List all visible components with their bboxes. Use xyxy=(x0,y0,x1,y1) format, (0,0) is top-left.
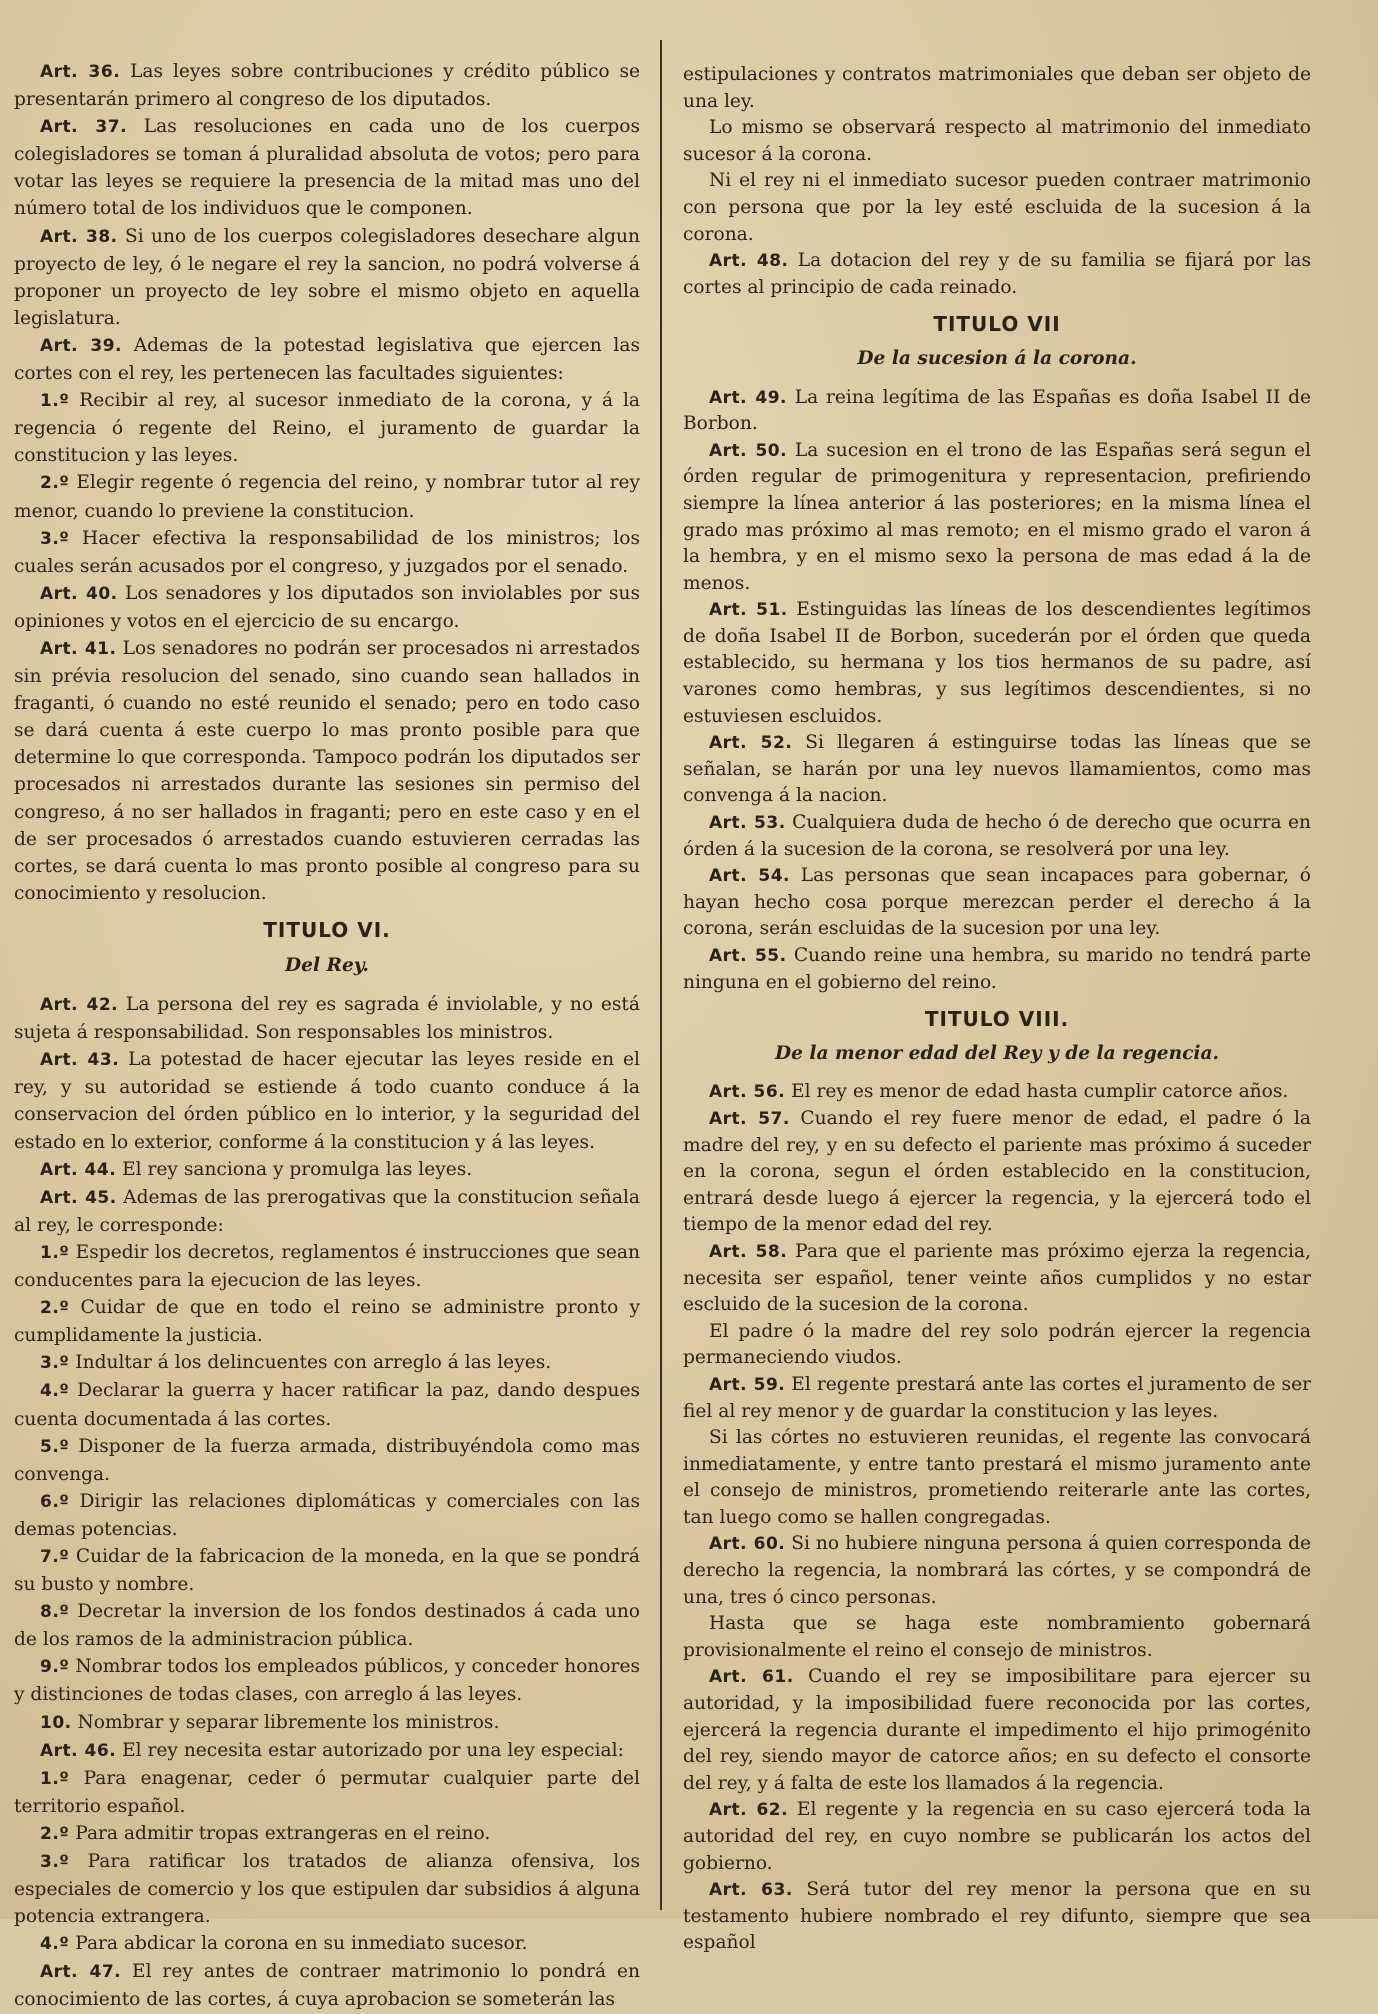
article-number: Art. 36. xyxy=(40,62,121,82)
article-number: Art. 43. xyxy=(40,1050,120,1071)
article-text: Si las córtes no estuvieren reunidas, el regente las convocará inmediatamente, y entre tanto prestará el mismo juramento ante el consejo de ministros, prometiendo reiterarle ante las cortes, tan luego como se hallen congregadas. xyxy=(683,1427,1311,1528)
article-paragraph xyxy=(683,1797,1311,1877)
article-number: Art. 41. xyxy=(40,638,117,659)
article-text: Para abdicar la corona en su inmediato sucesor. xyxy=(69,1933,528,1955)
article-paragraph xyxy=(14,1820,640,1848)
article-text: Cualquiera duda de hecho ó de derecho que ocurra en órden á la sucesion de la corona, se resolverá por una ley. xyxy=(683,812,1311,860)
article-text: Las personas que sean incapaces para gobernar, ó hayan hecho cosa porque merezcan perder el derecho á la corona, serán escluidas de la sucesion por una ley. xyxy=(683,865,1311,940)
article-paragraph xyxy=(14,1709,640,1737)
article-paragraph xyxy=(14,1294,640,1349)
article-number: 1.º xyxy=(40,391,70,412)
article-paragraph xyxy=(14,635,640,907)
article-number: 10. xyxy=(40,1712,72,1733)
article-text: Dirigir las relaciones diplomáticas y comerciales con las demas potencias. xyxy=(14,1490,640,1540)
article-paragraph xyxy=(683,1664,1311,1797)
article-paragraph xyxy=(683,1372,1311,1425)
article-paragraph xyxy=(683,597,1311,730)
article-number: Art. 61. xyxy=(709,1667,794,1688)
article-paragraph xyxy=(14,1046,640,1155)
article-text: El regente prestará ante las cortes el juramento de ser fiel al rey menor y de guardar la constitucion y las leyes. xyxy=(683,1373,1311,1422)
section-title: TITULO VI. xyxy=(263,917,391,942)
article-paragraph xyxy=(683,1611,1311,1664)
article-paragraph xyxy=(683,248,1311,301)
article-text: Si llegaren á estinguirse todas las líneas que se señalan, se harán por una ley nuevos llamamientos, como mas convenga á la nacion. xyxy=(683,732,1311,807)
article-paragraph xyxy=(683,1877,1311,1957)
article-text: Estinguidas las líneas de los descendientes legítimos de doña Isabel II de Borbon, sucederán por el órden que queda establecido, su hermana y los tios hermanos de su padre, así varones como hembras, y sus legítimos descendientes, si no estuviesen escluidos. xyxy=(683,599,1311,727)
article-paragraph xyxy=(14,1377,640,1432)
article-number: 3.º xyxy=(40,1353,70,1374)
article-number: 8.º xyxy=(40,1602,70,1623)
article-text: Para enagenar, ceder ó permutar cualquier parte del territorio español. xyxy=(14,1767,640,1817)
article-text: Para que el pariente mas próximo ejerza la regencia, necesita ser español, tener veinte años cumplidos y no estar escluido de la sucesion de la corona. xyxy=(683,1240,1311,1316)
article-number: Art. 46. xyxy=(40,1740,117,1761)
article-paragraph xyxy=(683,1425,1311,1531)
article-paragraph xyxy=(14,332,640,387)
article-paragraph xyxy=(14,469,640,524)
article-paragraph xyxy=(14,1958,640,2013)
article-text: El rey necesita estar autorizado por una ley especial: xyxy=(116,1739,624,1761)
article-number: 3.º xyxy=(40,528,70,549)
article-number: Art. 50. xyxy=(709,440,788,461)
article-number: 9.º xyxy=(40,1657,70,1678)
article-text: Ademas de las prerogativas que la constitucion señala al rey, le corresponde: xyxy=(14,1186,640,1236)
article-number: Art. 55. xyxy=(709,946,787,966)
article-number: 1.º xyxy=(40,1768,70,1789)
article-paragraph xyxy=(14,1349,640,1377)
article-text: Lo mismo se observará respecto al matrimonio del inmediato sucesor á la corona. xyxy=(683,117,1311,165)
article-paragraph xyxy=(683,438,1311,598)
article-text: El regente y la regencia en su caso ejercerá toda la autoridad del rey, en cuyo nombre se publicarán los actos del gobierno. xyxy=(683,1799,1311,1874)
article-text: Ni el rey ni el inmediato sucesor pueden contraer matrimonio con persona que por la ley esté escluida de la sucesion á la corona. xyxy=(683,170,1311,245)
article-text: El rey antes de contraer matrimonio lo pondrá en conocimiento de las cortes, á cuya aprobacion se someterán las xyxy=(14,1961,640,2011)
article-text: Cuidar de la fabricacion de la moneda, en la que se pondrá su busto y nombre. xyxy=(14,1545,640,1596)
article-number: Art. 38. xyxy=(40,226,118,247)
article-text: Para admitir tropas extrangeras en el reino. xyxy=(69,1822,491,1844)
left-column xyxy=(14,58,640,2014)
article-number: Art. 56. xyxy=(709,1082,786,1103)
article-number: 2.º xyxy=(40,1823,70,1844)
article-paragraph xyxy=(14,1488,640,1543)
article-paragraph xyxy=(14,387,640,469)
article-number: 2.º xyxy=(40,473,70,494)
article-number: Art. 40. xyxy=(40,583,118,604)
article-number: Art. 62. xyxy=(709,1800,789,1821)
article-paragraph xyxy=(14,991,640,1046)
article-number: Art. 57. xyxy=(709,1108,790,1129)
article-paragraph xyxy=(683,168,1311,248)
article-paragraph xyxy=(683,115,1311,168)
article-text: estipulaciones y contratos matrimoniales que deban ser objeto de una ley. xyxy=(683,64,1311,112)
article-number: Art. 63. xyxy=(709,1880,793,1901)
article-paragraph xyxy=(683,62,1311,115)
article-text: Recibir al rey, al sucesor inmediato de la corona, y á la regencia ó regente del Reino, el juramento de guardar la constitucion y las leyes. xyxy=(14,390,640,467)
article-text: Cuidar de que en todo el reino se administre pronto y cumplidamente la justicia. xyxy=(14,1297,640,1347)
article-number: 3.º xyxy=(40,1852,70,1872)
section-title: TITULO VIII. xyxy=(924,1007,1070,1032)
article-number: Art. 47. xyxy=(40,1962,122,1983)
article-text: Si no hubiere ninguna persona á quien corresponda de derecho la regencia, la nombrará las córtes, y se compondrá de una, tres ó cinco personas. xyxy=(683,1533,1311,1608)
article-paragraph xyxy=(683,1319,1311,1372)
section-subtitle: De la sucesion á la corona. xyxy=(857,347,1137,369)
article-number: 5.º xyxy=(40,1436,70,1457)
article-text: La potestad de hacer ejecutar las leyes reside en el rey, y su autoridad se estiende á todo cuanto conduce á la conservacion del órden público en lo interior, y la seguridad del estado en lo exterior, conforme á la constitucion y á las leyes. xyxy=(14,1049,640,1153)
column-divider xyxy=(660,40,662,1910)
article-paragraph xyxy=(14,1930,640,1958)
right-column xyxy=(683,62,1311,1957)
article-paragraph xyxy=(683,1239,1311,1319)
article-number: Art. 44. xyxy=(40,1159,117,1180)
article-paragraph xyxy=(14,113,640,222)
article-text: Los senadores y los diputados son inviolables por sus opiniones y votos en el ejercicio de su encargo. xyxy=(14,582,640,632)
article-text: Cuando el rey se imposibilitare para ejercer su autoridad, y la imposibilidad fuere reconocida por las cortes, ejercerá la regencia durante el impedimento el hijo primogénito del rey, siendo mayor de catorce años; en su defecto el consorte del rey, y á falta de este los llamados á la regencia. xyxy=(683,1666,1311,1794)
article-paragraph xyxy=(14,1543,640,1598)
article-paragraph xyxy=(14,1598,640,1653)
article-text: Hasta que se haga este nombramiento gobernará provisionalmente el reino el consejo de ministros. xyxy=(683,1613,1311,1661)
article-paragraph xyxy=(14,1184,640,1239)
article-paragraph xyxy=(14,1653,640,1708)
article-text: Disponer de la fuerza armada, distribuyéndola como mas convenga. xyxy=(14,1435,640,1485)
article-number: Art. 49. xyxy=(709,387,788,408)
article-paragraph xyxy=(683,1106,1311,1239)
article-text: Declarar la guerra y hacer ratificar la paz, dando despues cuenta documentada á las cortes. xyxy=(14,1380,640,1430)
article-text: Los senadores no podrán ser procesados ni arrestados sin prévia resolucion del senado, sino cuando sean hallados in fraganti, ó cuando no esté reunido el senado; pero en todo caso se dará cuenta á este cuerpo lo mas pronto posible para que determine lo que corresponda. Tampoco podrán los diputados ser procesados ni arrestados durante las sesiones sin permiso del congreso, á no ser hallados in fraganti; pero en este caso y en el de ser procesados ó arrestados cuando estuvieren cerradas las cortes, se dará cuenta lo mas pronto posible al congreso para su conocimiento y resolucion. xyxy=(14,637,640,904)
article-text: Decretar la inversion de los fondos destinados á cada uno de los ramos de la administracion pública. xyxy=(14,1601,640,1651)
article-paragraph xyxy=(14,580,640,635)
article-paragraph xyxy=(14,58,640,113)
article-paragraph xyxy=(683,863,1311,943)
article-number: 7.º xyxy=(40,1546,70,1567)
article-text: Las leyes sobre contribuciones y crédito público se presentarán primero al congreso de los diputados. xyxy=(14,61,640,111)
article-text: Cuando el rey fuere menor de edad, el padre ó la madre del rey, y en su defecto el pariente mas próximo á suceder en la corona, segun el órden establecido en la constitucion, entrará desde luego á ejercer la regencia, y la ejercerá todo el tiempo de la menor edad del rey. xyxy=(683,1107,1311,1236)
article-number: Art. 51. xyxy=(709,600,788,621)
article-number: 1.º xyxy=(40,1242,70,1263)
article-text: Hacer efectiva la responsabilidad de los ministros; los cuales serán acusados por el congreso, y juzgados por el senado. xyxy=(14,527,640,577)
article-text: Será tutor del rey menor la persona que en su testamento hubiere nombrado el rey difunto, siempre que sea español xyxy=(683,1879,1311,1954)
article-text: Si uno de los cuerpos colegisladores desechare algun proyecto de ley, ó le negare el rey la sancion, no podrá volverse á proponer un proyecto de ley sobre el mismo objeto en aquella legislatura. xyxy=(14,225,640,329)
article-number: Art. 60. xyxy=(709,1534,786,1555)
article-text: La persona del rey es sagrada é inviolable, y no está sujeta á responsabilidad. Son responsables los ministros. xyxy=(14,994,640,1044)
article-text: Indultar á los delincuentes con arreglo á las leyes. xyxy=(69,1352,552,1374)
article-number: 4.º xyxy=(40,1934,70,1955)
article-number: Art. 45. xyxy=(40,1187,117,1208)
article-number: Art. 52. xyxy=(709,733,793,754)
article-text: La sucesion en el trono de las Españas será segun el órden regular de primogenitura y representacion, prefiriendo siempre la línea anterior á las posteriores; en la misma línea el grado mas próximo al mas remoto; en el mismo grado el varon á la hembra, y en el mismo sexo la persona de mas edad á la de menos. xyxy=(683,439,1311,594)
article-number: Art. 48. xyxy=(709,251,789,272)
article-paragraph xyxy=(14,1239,640,1294)
section-subtitle: Del Rey. xyxy=(285,955,369,976)
article-paragraph xyxy=(14,223,640,332)
article-text: Nombrar y separar libremente los ministros. xyxy=(71,1711,500,1733)
article-paragraph xyxy=(14,525,640,580)
article-paragraph xyxy=(683,810,1311,863)
article-text: El rey es menor de edad hasta cumplir catorce años. xyxy=(785,1081,1289,1103)
article-paragraph xyxy=(683,943,1311,996)
article-number: Art. 59. xyxy=(709,1374,786,1395)
article-number: Art. 39. xyxy=(40,335,122,356)
article-text: Las resoluciones en cada uno de los cuerpos colegisladores se toman á pluralidad absoluta de votos; pero para votar las leyes se requiere la presencia de la mitad mas uno del número total de los individuos que le componen. xyxy=(14,116,640,220)
article-number: Art. 53. xyxy=(709,813,786,834)
section-subtitle: De la menor edad del Rey y de la regencia. xyxy=(774,1042,1220,1064)
article-paragraph xyxy=(683,1531,1311,1611)
article-number: Art. 58. xyxy=(709,1241,788,1262)
article-paragraph xyxy=(14,1765,640,1820)
article-text: La dotacion del rey y de su familia se fijará por las cortes al principio de cada reinado. xyxy=(683,250,1311,298)
article-paragraph xyxy=(683,730,1311,810)
article-text: Nombrar todos los empleados públicos, y conceder honores y distinciones de todas clases, con arreglo á las leyes. xyxy=(14,1656,640,1706)
section-title: TITULO VII xyxy=(933,312,1061,337)
article-text: El padre ó la madre del rey solo podrán ejercer la regencia permaneciendo viudos. xyxy=(683,1320,1311,1369)
article-text: Elegir regente ó regencia del reino, y nombrar tutor al rey menor, cuando lo previene la constitucion. xyxy=(14,472,640,522)
article-paragraph xyxy=(14,1156,640,1184)
article-text: Espedir los decretos, reglamentos é instrucciones que sean conducentes para la ejecucion de las leyes. xyxy=(14,1241,640,1292)
article-number: 2.º xyxy=(40,1298,70,1319)
article-paragraph xyxy=(683,1079,1311,1106)
article-paragraph xyxy=(14,1433,640,1488)
article-number: Art. 54. xyxy=(709,866,791,887)
article-paragraph xyxy=(14,1848,640,1930)
article-number: Art. 42. xyxy=(40,995,119,1016)
article-number: Art. 37. xyxy=(40,117,128,138)
article-text: Para ratificar los tratados de alianza ofensiva, los especiales de comercio y los que estipulen dar subsidios á alguna potencia extrangera. xyxy=(14,1851,640,1928)
article-paragraph xyxy=(14,1737,640,1765)
article-number: 4.º xyxy=(40,1381,70,1402)
article-text: La reina legítima de las Españas es doña Isabel II de Borbon. xyxy=(683,386,1311,435)
article-text: Ademas de la potestad legislativa que ejercen las cortes con el rey, les pertenecen las facultades siguientes: xyxy=(14,334,640,385)
article-text: El rey sanciona y promulga las leyes. xyxy=(116,1158,473,1180)
article-paragraph xyxy=(683,385,1311,438)
article-text: Cuando reine una hembra, su marido no tendrá parte ninguna en el gobierno del reino. xyxy=(683,945,1311,993)
article-number: 6.º xyxy=(40,1491,70,1512)
